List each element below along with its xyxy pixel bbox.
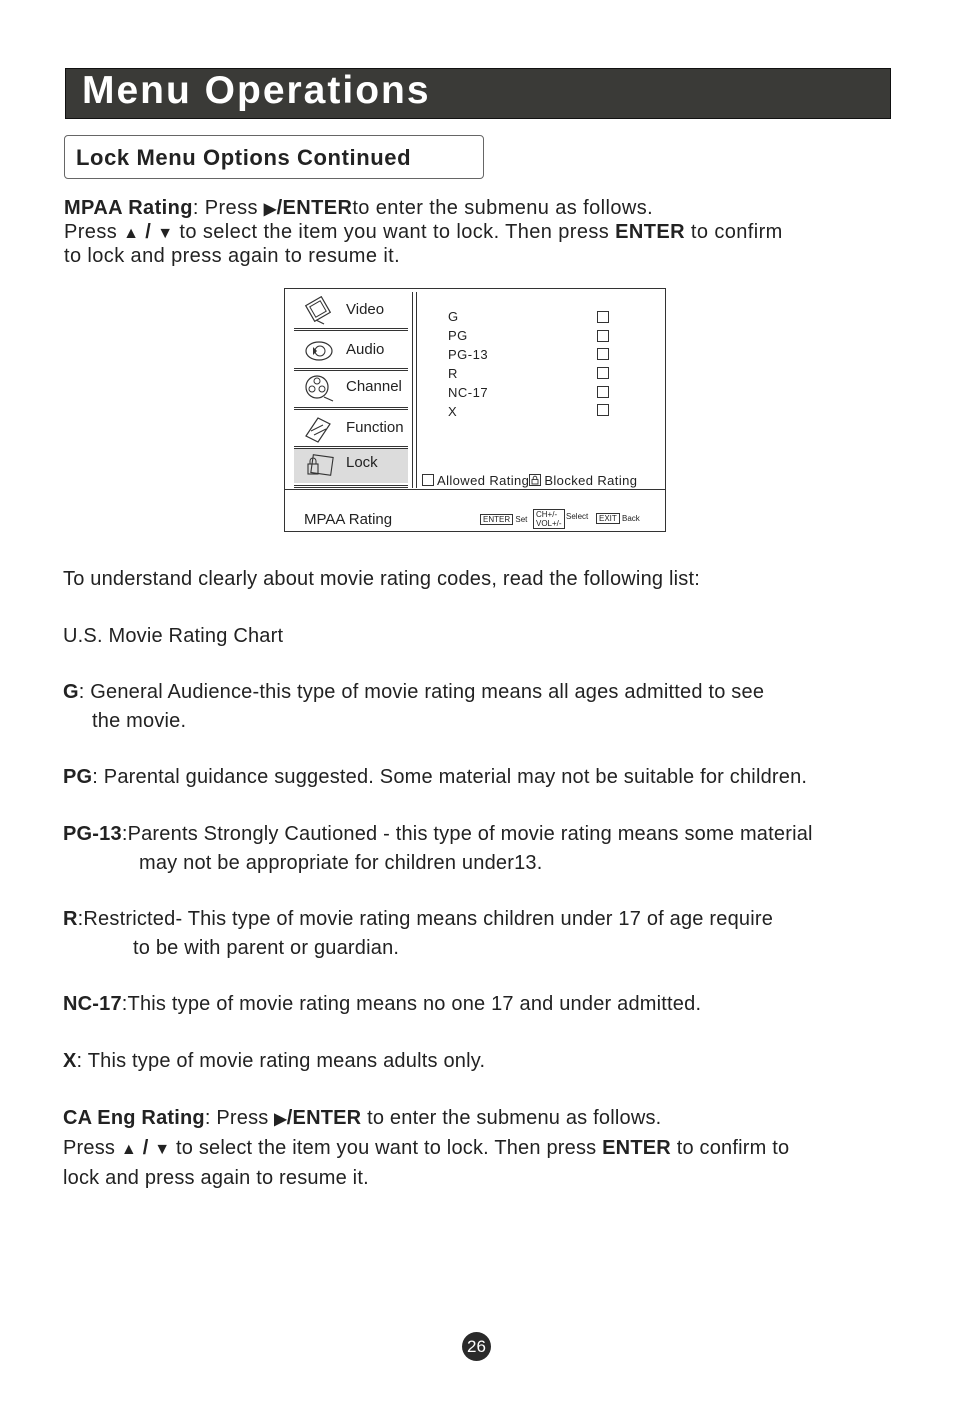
rating-item-nc17: NC-17:This type of movie rating means no one 17 and under admitted.	[63, 993, 702, 1015]
sidebar-item-label: Channel	[346, 378, 402, 395]
mpaa-intro-line1: MPAA Rating: Press ▶/ENTERto enter the submenu as follows.	[64, 197, 654, 219]
rating-item-x: X: This type of movie rating means adults only.	[63, 1050, 486, 1072]
lock-icon	[302, 451, 334, 481]
rating-checkbox-pg13[interactable]	[597, 348, 609, 360]
rating-label-pg: PG	[448, 328, 468, 343]
down-arrow-icon: ▼	[154, 1141, 171, 1158]
rating-checkbox-nc17[interactable]	[597, 386, 609, 398]
blocked-lock-icon	[529, 474, 541, 486]
sidebar-item-lock[interactable]	[294, 449, 408, 483]
allowed-square-icon	[422, 474, 434, 486]
right-arrow-icon: ▶	[263, 201, 277, 218]
mpaa-intro-line2: Press ▲ / ▼ to select the item you want to lock. Then press ENTER to confirm	[64, 221, 783, 243]
sidebar-separator	[294, 328, 408, 331]
page-title: Menu Operations	[82, 69, 431, 112]
sidebar-item-function[interactable]	[294, 412, 408, 446]
sidebar-item-video[interactable]	[294, 294, 408, 328]
rating-checkbox-r[interactable]	[597, 367, 609, 379]
menu-divider	[416, 292, 417, 488]
exit-key-hint: EXIT Back	[596, 513, 640, 524]
rating-label-pg13: PG-13	[448, 347, 489, 362]
sidebar-separator	[294, 485, 408, 488]
chart-title: U.S. Movie Rating Chart	[63, 625, 284, 647]
sidebar-item-label: Lock	[346, 454, 378, 471]
function-icon	[302, 414, 334, 444]
sidebar-separator	[294, 407, 408, 410]
sidebar-item-label: Audio	[346, 341, 385, 358]
ca-rating-paragraph: CA Eng Rating: Press ▶/ENTER to enter the submenu as follows. Press ▲ / ▼ to select the item you want to lock. Then press ENTER to confirm to lock and press again to resume it.	[63, 1107, 790, 1189]
down-arrow-icon: ▼	[157, 225, 174, 242]
sidebar-item-label: Video	[346, 301, 385, 318]
up-arrow-icon: ▲	[120, 1141, 137, 1158]
video-icon	[302, 296, 334, 326]
rating-label-g: G	[448, 309, 459, 324]
rating-checkbox-x[interactable]	[597, 404, 609, 416]
rating-checkbox-g[interactable]	[597, 311, 609, 323]
enter-key-hint: ENTER Set	[480, 514, 527, 525]
audio-icon	[302, 336, 334, 366]
mpaa-intro-line3: to lock and press again to resume it.	[64, 245, 401, 267]
right-arrow-icon: ▶	[274, 1111, 287, 1128]
rating-label-x: X	[448, 404, 458, 419]
menu-divider	[412, 292, 413, 488]
rating-checkbox-pg[interactable]	[597, 330, 609, 342]
intro-text: To understand clearly about movie rating codes, read the following list:	[63, 568, 700, 590]
rating-label-r: R	[448, 366, 458, 381]
rating-legend: Allowed Rating Blocked Rating	[422, 473, 637, 488]
rating-label-nc17: NC-17	[448, 385, 489, 400]
select-key-hint: Select	[566, 512, 589, 521]
section-title: Lock Menu Options Continued	[76, 145, 412, 170]
menu-footer-title: MPAA Rating	[304, 511, 393, 528]
rating-item-g: G: General Audience-this type of movie rating means all ages admitted to see the movie.	[63, 681, 765, 732]
menu-sidebar	[294, 289, 412, 489]
osd-menu-screen	[284, 288, 666, 532]
chvol-key-hint: CH+/- VOL+/-	[533, 509, 565, 529]
ca-label: CA Eng Rating	[63, 1107, 205, 1129]
page-number: 26	[462, 1332, 491, 1361]
menu-divider	[285, 489, 665, 490]
rating-item-r: R:Restricted- This type of movie rating means children under 17 of age require to be with parent or guardian.	[63, 908, 774, 959]
sidebar-item-label: Function	[346, 419, 404, 436]
channel-icon	[302, 373, 334, 403]
up-arrow-icon: ▲	[123, 225, 140, 242]
rating-item-pg: PG: Parental guidance suggested. Some material may not be suitable for children.	[63, 766, 808, 788]
sidebar-item-audio[interactable]	[294, 334, 408, 368]
rating-item-pg13: PG-13:Parents Strongly Cautioned - this type of movie rating means some material may not be appropriate for children under13.	[63, 823, 813, 874]
sidebar-item-channel[interactable]	[294, 371, 408, 405]
mpaa-label: MPAA Rating	[64, 197, 193, 219]
